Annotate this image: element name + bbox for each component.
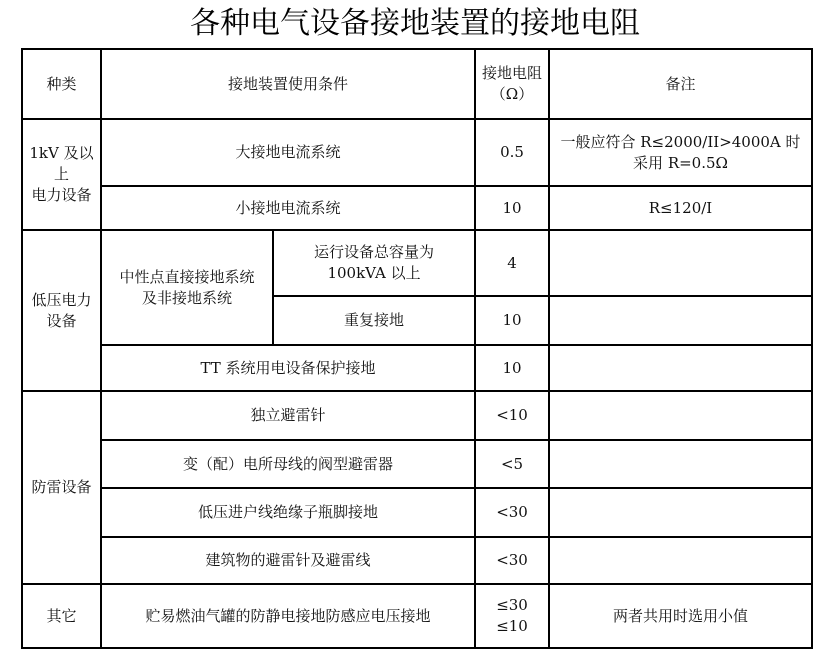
document-title: 各种电气设备接地装置的接地电阻 (190, 6, 640, 41)
remark-cell: 一般应符合 R≤2000/II>4000A 时 采用 R=0.5Ω (549, 119, 812, 186)
condition-cell: 变（配）电所母线的阀型避雷器 (101, 440, 475, 488)
header-condition: 接地装置使用条件 (101, 49, 475, 119)
condition-cell: 运行设备总容量为 100kVA 以上 (273, 230, 475, 296)
remark-cell (549, 440, 812, 488)
header-remark: 备注 (549, 49, 812, 119)
resistance-cell: <30 (475, 537, 549, 584)
condition-cell: TT 系统用电设备保护接地 (101, 345, 475, 391)
remark-cell (549, 296, 812, 345)
table-row (22, 345, 812, 391)
remark-cell (549, 391, 812, 440)
resistance-cell: <10 (475, 391, 549, 440)
resistance-cell: 10 (475, 345, 549, 391)
resistance-cell: 4 (475, 230, 549, 296)
category-other: 其它 (22, 584, 101, 648)
table-row (22, 488, 812, 537)
condition-cell: 小接地电流系统 (101, 186, 475, 230)
remark-cell (549, 488, 812, 537)
table-row (22, 186, 812, 230)
resistance-cell: <30 (475, 488, 549, 537)
condition-cell: 贮易燃油气罐的防静电接地防感应电压接地 (101, 584, 475, 648)
table-row (22, 537, 812, 584)
grounding-resistance-table (21, 48, 813, 649)
resistance-cell: 10 (475, 296, 549, 345)
remark-cell: R≤120/I (549, 186, 812, 230)
condition-cell: 建筑物的避雷针及避雷线 (101, 537, 475, 584)
resistance-cell: 0.5 (475, 119, 549, 186)
category-lv-equipment: 低压电力 设备 (22, 230, 101, 391)
table-row (22, 391, 812, 440)
table-row (22, 230, 812, 296)
condition-cell: 低压进户线绝缘子瓶脚接地 (101, 488, 475, 537)
resistance-cell: 10 (475, 186, 549, 230)
resistance-cell: ≤30 ≤10 (475, 584, 549, 648)
remark-cell (549, 537, 812, 584)
remark-cell (549, 230, 812, 296)
remark-cell (549, 345, 812, 391)
table-header-row (22, 49, 812, 119)
category-hv-equipment: 1kV 及以 上 电力设备 (22, 119, 101, 230)
condition-cell: 大接地电流系统 (101, 119, 475, 186)
condition-cell: 重复接地 (273, 296, 475, 345)
resistance-cell: <5 (475, 440, 549, 488)
header-type: 种类 (22, 49, 101, 119)
remark-cell: 两者共用时选用小值 (549, 584, 812, 648)
category-lightning-protection: 防雷设备 (22, 391, 101, 584)
table-row (22, 119, 812, 186)
condition-cell: 独立避雷针 (101, 391, 475, 440)
header-resistance: 接地电阻 （Ω） (475, 49, 549, 119)
table-row (22, 584, 812, 648)
subcategory-grounding-system: 中性点直接接地系统 及非接地系统 (101, 230, 273, 345)
table-row (22, 440, 812, 488)
